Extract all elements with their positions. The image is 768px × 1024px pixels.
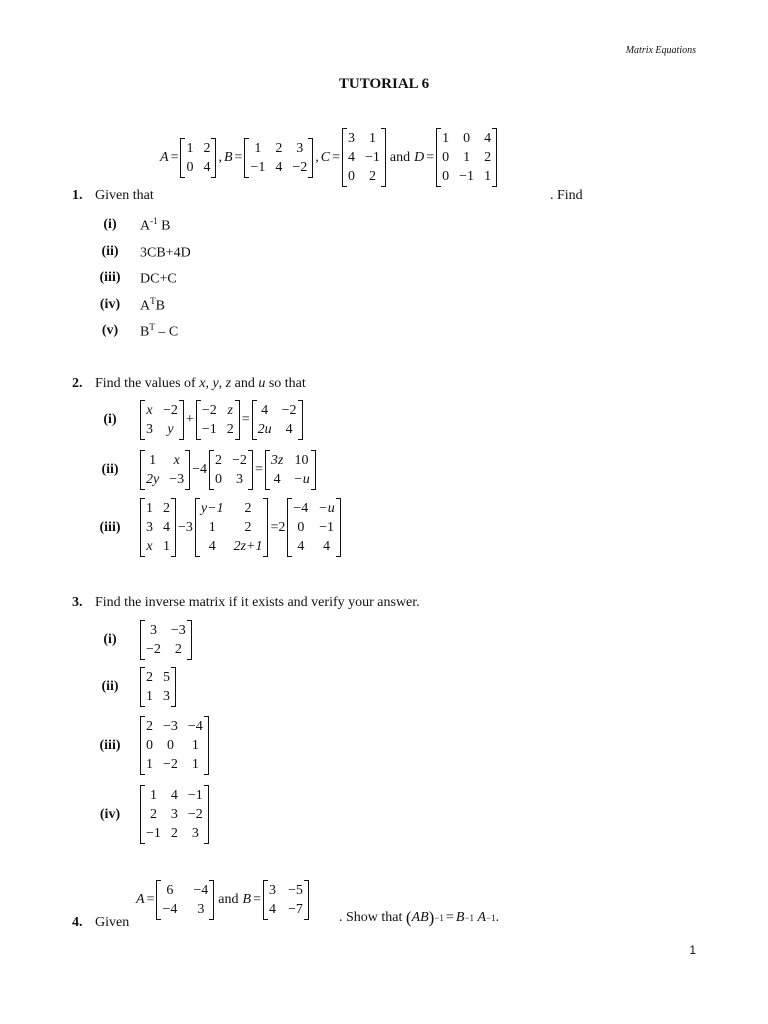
item-label: (i) [103,632,117,647]
matrix-cell: 1 [146,689,153,704]
matrix-cell: y [167,422,174,437]
matrix-cell: 2z+1 [233,539,263,554]
q1-item [90,216,170,235]
matrix-cell: 0 [146,738,153,753]
matrix-cell: 0 [348,169,355,184]
item-label: (iii) [99,519,121,535]
matrix-cell: 4 [208,539,216,554]
matrix-cell: 4 [273,472,281,487]
item-label: (i) [103,217,117,233]
matrix-cell: 1 [146,757,153,772]
q3-matrix [140,667,176,707]
matrix-cell: 3 [170,807,178,822]
matrix-cell: 2 [484,150,492,165]
matrix-cell: 2 [244,520,252,535]
matrix-cell: 1 [463,150,471,165]
matrix-cell: z [227,403,233,418]
matrix-cell: 2 [203,140,211,156]
matrix-cell: −2 [163,403,178,418]
matrix-cell: 0 [442,169,450,184]
q4-and: and [218,892,239,907]
q1-item-text: $A^TB$ [140,296,165,314]
q1-item [90,322,178,341]
q3-item [90,785,209,844]
q3-item [90,620,192,660]
q2-matrix-1 [140,400,184,440]
q2-prompt: Find the values of x, y, z and u so that [95,376,306,391]
item-label: (ii) [101,244,119,260]
matrix-cell: 1 [208,520,216,535]
matrix-cell: 4 [163,520,170,535]
matrix-cell: 2 [368,169,376,184]
matrix-cell: 2 [163,501,170,516]
matrix-cell: −1 [250,159,266,175]
matrix-cell: 3 [191,826,199,841]
matrix-cell: −1 [365,150,380,165]
matrix-cell: −2 [292,159,308,175]
matrix-A [180,138,216,178]
matrix-cell: −4 [162,902,178,917]
matrix-cell: −7 [287,902,303,917]
matrix-cell: 3 [235,472,243,487]
q1-item [90,243,191,262]
item-label: (iv) [99,806,121,822]
matrix-cell: −4 [187,719,203,734]
q2-matrix-2 [196,400,240,440]
q2-item: (iii) 1 2 3 4 x 1 −3 y−1 2 1 2 4 2z+1 =2 −4 −u 0 −1 4 4 [90,498,341,557]
matrix-cell: 1 [191,757,199,772]
and-word: and [389,149,411,165]
q2-matrix-1 [140,498,176,557]
q4-matrix-B [263,880,309,920]
q1-item-text: 3CB+4D [140,245,191,261]
q2-matrix-3 [265,450,316,490]
matrix-cell: 0 [186,159,194,175]
item-label: (iii) [99,270,121,286]
q2-item: (i) x −2 3 y + −2 z −1 2 = 4 −2 2u 4 [90,400,303,440]
matrix-D [436,128,497,187]
q3-matrix [140,716,209,775]
item-label: (iv) [99,297,121,313]
matrix-cell: x [146,539,153,554]
matrix-cell: −2 [201,403,217,418]
matrix-cell: 0 [297,520,305,535]
matrix-cell: 4 [261,403,269,418]
matrix-cell: −1 [459,169,475,184]
matrix-cell: 2 [146,719,153,734]
q4-matrix-A [156,880,214,920]
matrix-cell: 0 [463,131,471,146]
matrix-cell: 2 [244,501,252,516]
matrix-cell: 3 [146,422,153,437]
running-header: Matrix Equations [625,45,696,56]
matrix-cell: 2u [257,422,272,437]
matrix-cell: 2 [215,453,223,468]
matrix-cell: 3 [348,131,355,146]
matrix-cell: 2 [146,670,153,685]
matrix-cell: 1 [146,501,153,516]
matrix-cell: 1 [368,131,376,146]
page-number: 1 [689,943,696,957]
matrix-cell: 2y [146,472,160,487]
matrix-cell: −1 [187,788,203,803]
matrix-cell: 1 [442,131,450,146]
matrix-cell: 4 [203,159,211,175]
matrix-cell: −2 [146,642,161,657]
matrix-cell: 5 [163,670,170,685]
matrix-cell: 1 [484,169,492,184]
q1-suffix: . Find [550,188,583,203]
matrix-cell: 4 [275,159,283,175]
q4-identity: . Show that ( AB ) −1 = B −1 A −1 . [339,908,500,927]
matrix-cell: 3 [149,623,157,638]
q2-matrix-3 [252,400,303,440]
matrix-cell: 0 [215,472,223,487]
q3-prompt: Find the inverse matrix if it exists and verify your answer. [95,595,420,610]
matrix-cell: 1 [149,453,157,468]
q3-matrix [140,620,192,660]
matrix-cell: −5 [287,883,303,898]
item-label: (ii) [101,679,119,694]
matrix-cell: −3 [163,719,178,734]
matrix-cell: −2 [232,453,247,468]
matrix-cell: 3z [270,453,284,468]
matrix-cell: 3 [146,520,153,535]
q2-matrix-2 [195,498,269,557]
matrix-cell: 1 [254,140,262,156]
item-label: (i) [103,412,117,427]
q1-item-text: $B^T$ – C [140,322,179,340]
q3-item [90,667,176,707]
matrix-cell: −3 [169,472,185,487]
item-label: (v) [101,323,119,339]
matrix-cell: 1 [163,539,170,554]
q2-matrix-2 [209,450,253,490]
q1-number: 1. [72,188,83,203]
item-label: (ii) [101,462,119,477]
matrix-cell: 0 [166,738,174,753]
matrix-cell: 4 [348,150,355,165]
q2-matrix-1 [140,450,190,490]
label-A: A [160,149,169,165]
matrix-cell: 2 [275,140,283,156]
q4-matrices: A = 6 −4 −4 3 and B = 3 −5 4 −7 [136,880,309,920]
q1-item-text: $A^{-1}$ B [140,216,171,234]
matrix-cell: −1 [319,520,334,535]
matrix-cell: 3 [268,883,276,898]
matrix-cell: 4 [297,539,305,554]
matrix-cell: x [146,403,153,418]
q3-matrix [140,785,209,844]
q2-number: 2. [72,376,83,391]
matrix-cell: 3 [296,140,304,156]
matrix-cell: −4 [293,501,309,516]
matrix-cell: 2 [174,642,182,657]
matrix-cell: y−1 [200,501,224,516]
matrix-cell: −1 [146,826,161,841]
q1-item-text: DC+C [140,271,177,287]
q1-item [90,296,165,315]
matrix-cell: 1 [186,140,194,156]
matrix-cell: 4 [285,422,293,437]
q2-item: (ii) 1 x 2y −3 −4 2 −2 0 3 = 3z 10 4 −u [90,450,316,490]
matrix-cell: −4 [193,883,209,898]
matrix-cell: 4 [268,902,276,917]
q4-prefix: Given [95,915,130,930]
matrix-cell: 2 [170,826,178,841]
matrix-cell: x [173,453,180,468]
matrix-cell: −2 [187,807,203,822]
matrix-cell: −1 [201,422,217,437]
matrix-cell: 3 [163,689,170,704]
matrix-cell: 0 [442,150,450,165]
matrix-cell: −u [293,472,310,487]
matrix-cell: 6 [166,883,174,898]
matrix-cell: −u [318,501,335,516]
matrix-C [342,128,386,187]
q4-number: 4. [72,915,83,930]
q1-prefix: Given that [95,188,154,203]
matrix-cell: −2 [281,403,297,418]
matrix-cell: 3 [197,902,205,917]
q3-item [90,716,209,775]
page-title: TUTORIAL 6 [338,76,430,92]
q3-number: 3. [72,595,83,610]
q2-matrix-3 [287,498,340,557]
matrix-B [244,138,313,178]
matrix-cell: −3 [170,623,186,638]
matrix-cell: 2 [149,807,157,822]
matrix-cell: 2 [226,422,234,437]
item-label: (iii) [99,737,121,753]
matrix-cell: 1 [149,788,157,803]
matrix-cell: 10 [294,453,309,468]
matrix-cell: 4 [484,131,492,146]
matrix-cell: −2 [163,757,178,772]
matrix-cell: 1 [191,738,199,753]
q1-matrix-definitions: A = 1 2 0 4 , B = 1 2 3 −1 4 −2 , C = 3 1 4 −1 0 2 and D = 1 0 4 0 1 2 0 −1 1 [160,128,497,187]
matrix-cell: 4 [323,539,331,554]
matrix-cell: 4 [170,788,178,803]
q1-item [90,269,177,288]
